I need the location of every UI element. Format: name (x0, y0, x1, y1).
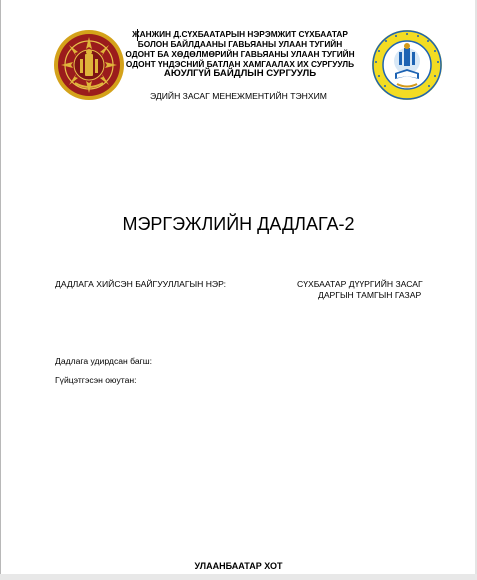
page-border-left (0, 0, 1, 580)
document-title: МЭРГЭЖЛИЙН ДАДЛАГА-2 (122, 214, 355, 234)
footer-city: УЛААНБААТАР ХОТ (194, 561, 283, 571)
header-line-1: ЖАНЖИН Д.СҮХБААТАРЫН НЭРЭМЖИТ СҮХБААТАР (132, 29, 348, 39)
student-label: Гүйцэтгэсэн оюутан: (55, 375, 137, 385)
department-name: ЭДИЙН ЗАСАГ МЕНЕЖМЕНТИЙН ТЭНХИМ (150, 91, 327, 101)
organization-value-line1: СҮХБААТАР ДҮҮРГИЙН ЗАСАГ (297, 279, 423, 289)
organization-value-line2: ДАРГЫН ТАМГЫН ГАЗАР (318, 290, 422, 300)
header-line-2: БОЛОН БАЙЛДААНЫ ГАВЬЯАНЫ УЛААН ТУГИЙН (137, 39, 343, 49)
supervisor-label: Дадлага удирдсан багш: (55, 356, 153, 366)
header-line-4: ОДОНТ ҮНДЭСНИЙ БАТЛАН ХАМГААЛАХ ИХ СУРГУУЛЬ (125, 59, 355, 69)
organization-label: ДАДЛАГА ХИЙСЭН БАЙГУУЛЛАГЫН НЭР: (55, 279, 227, 289)
university-name: АЮУЛГҮЙ БАЙДЛЫН СУРГУУЛЬ (163, 68, 317, 79)
page-border-bottom (0, 574, 477, 580)
header-line-3: ОДОНТ БА ХӨДӨЛМӨРИЙН ГАВЬЯАНЫ УЛААН ТУГИЙН (125, 49, 355, 59)
